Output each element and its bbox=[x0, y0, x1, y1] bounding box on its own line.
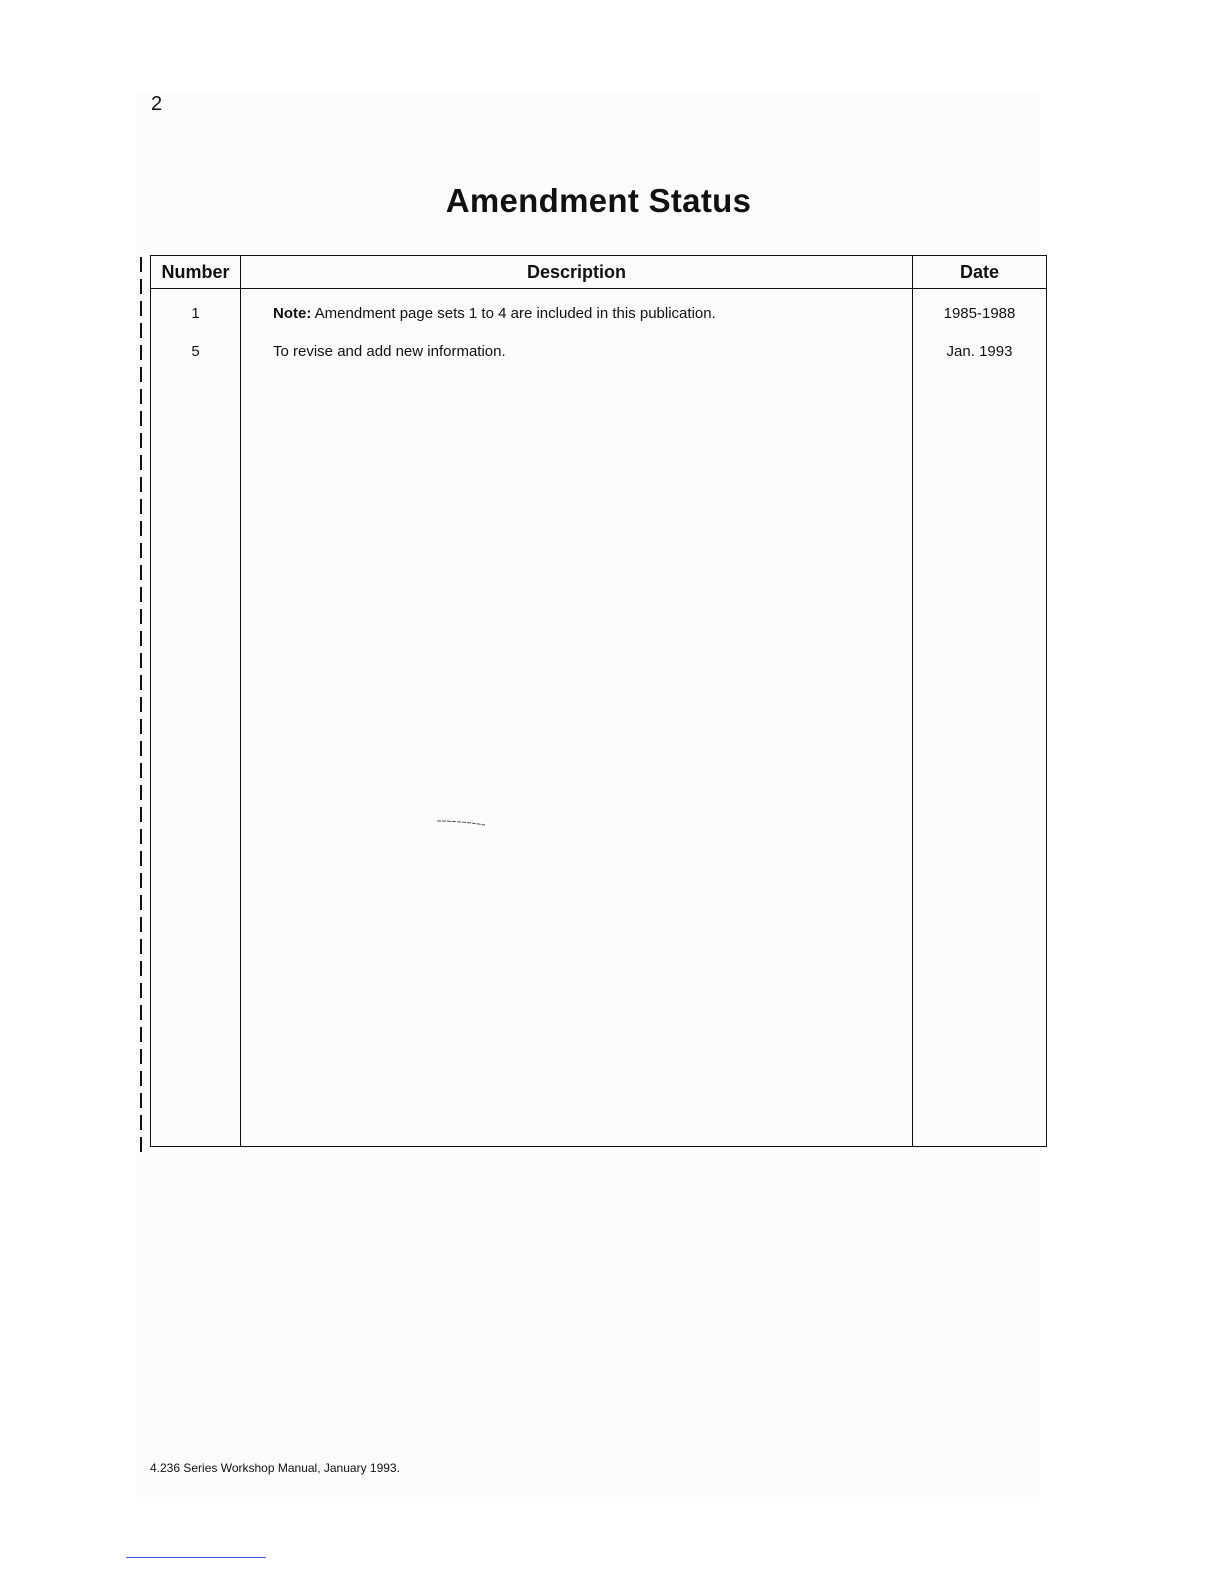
link-underline-artifact bbox=[126, 1557, 266, 1558]
row-date: Jan. 1993 bbox=[913, 324, 1047, 361]
header-number: Number bbox=[151, 256, 241, 289]
amendment-table bbox=[150, 255, 1047, 1147]
row-number: 1 bbox=[151, 289, 241, 325]
row-description bbox=[241, 324, 913, 361]
table-row bbox=[151, 324, 1047, 361]
stray-pen-mark bbox=[436, 820, 486, 826]
change-bar bbox=[140, 257, 142, 1154]
row-description-text: To revise and add new information. bbox=[273, 343, 506, 360]
row-number: 5 bbox=[151, 324, 241, 361]
table-row bbox=[151, 289, 1047, 325]
note-label: Note: bbox=[273, 305, 312, 322]
page-title: Amendment Status bbox=[445, 182, 752, 219]
page-number: 2 bbox=[151, 93, 163, 115]
row-description bbox=[241, 289, 913, 325]
row-date: 1985-1988 bbox=[913, 289, 1047, 325]
footer-text: 4.236 Series Workshop Manual, January 1993. bbox=[150, 1461, 400, 1475]
header-description: Description bbox=[241, 256, 913, 289]
row-description-text: Amendment page sets 1 to 4 are included in this publication. bbox=[314, 305, 716, 322]
empty-cell bbox=[913, 361, 1047, 1147]
empty-cell bbox=[241, 361, 913, 1147]
header-date: Date bbox=[913, 256, 1047, 289]
table-empty-space bbox=[151, 361, 1047, 1147]
empty-cell bbox=[151, 361, 241, 1147]
table-header-row bbox=[151, 256, 1047, 289]
